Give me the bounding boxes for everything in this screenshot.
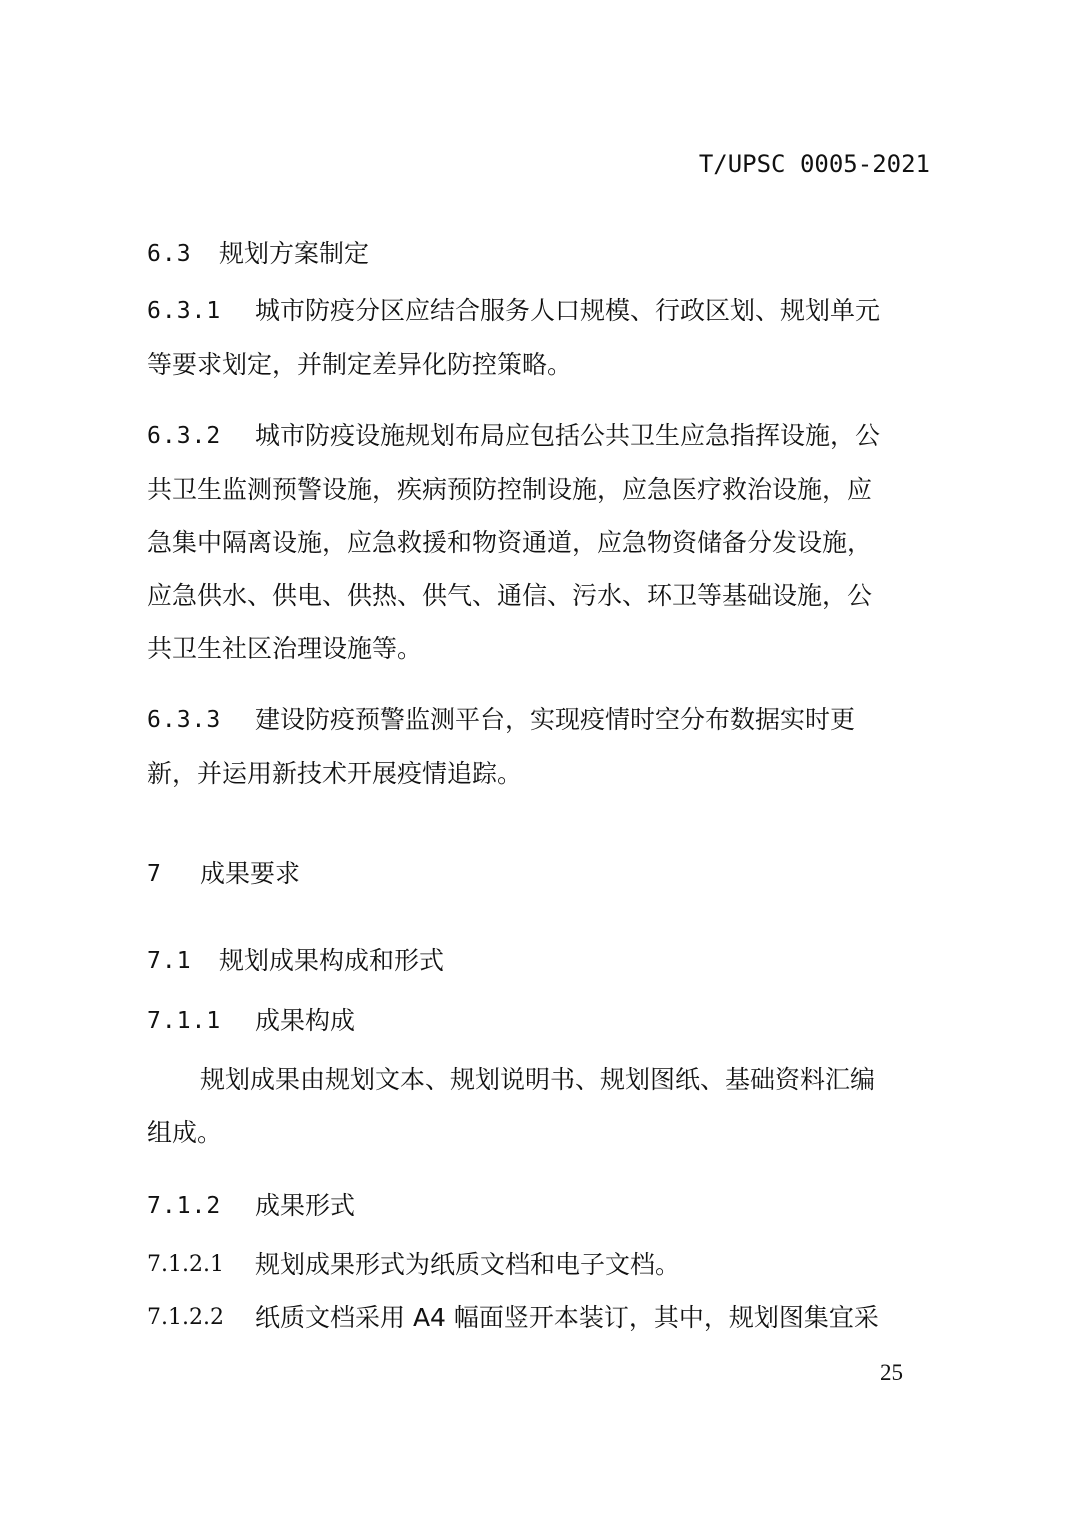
section-7-number: 7 (147, 861, 162, 887)
clause-6-3-2-line: 共卫生监测预警设施，疾病预防控制设施，应急医疗救治设施，应 (147, 475, 873, 504)
clause-6-3-2-number: 6.3.2 (147, 423, 222, 449)
document-code: T/UPSC 0005-2021 (698, 150, 930, 178)
clause-6-3-2-line: 共卫生社区治理设施等。 (147, 634, 423, 663)
clause-6-3-1-number: 6.3.1 (147, 298, 222, 324)
clause-7-1-2-title: 成果形式 (255, 1191, 356, 1220)
clause-6-3-2-line: 应急供水、供电、供热、供气、通信、污水、环卫等基础设施，公 (147, 581, 873, 610)
clause-6-3-2-line: 城市防疫设施规划布局应包括公共卫生应急指挥设施，公 (255, 421, 881, 450)
clause-7-1-1-line: 组成。 (147, 1118, 223, 1147)
clause-7-1-1-number: 7.1.1 (147, 1008, 222, 1034)
clause-6-3-1-line: 等要求划定，并制定差异化防控策略。 (147, 350, 573, 379)
clause-6-3-3-number: 6.3.3 (147, 707, 222, 733)
clause-7-1-2-1-text: 规划成果形式为纸质文档和电子文档。 (255, 1250, 681, 1279)
section-7-1-number: 7.1 (147, 948, 192, 974)
section-7-1-title: 规划成果构成和形式 (219, 946, 445, 975)
clause-7-1-2-2-text: 纸质文档采用 A4 幅面竖开本装订，其中，规划图集宜采 (255, 1303, 879, 1332)
section-6-3-title: 规划方案制定 (219, 239, 370, 268)
clause-7-1-2-number: 7.1.2 (147, 1193, 222, 1219)
clause-6-3-1-line: 城市防疫分区应结合服务人口规模、行政区划、规划单元 (255, 296, 881, 325)
page-number: 25 (880, 1360, 903, 1385)
section-6-3-number: 6.3 (147, 241, 192, 267)
clause-7-1-2-2-number: 7.1.2.2 (147, 1305, 224, 1330)
clause-7-1-2-1-number: 7.1.2.1 (147, 1252, 224, 1277)
clause-6-3-2-line: 急集中隔离设施，应急救援和物资通道，应急物资储备分发设施， (147, 528, 873, 557)
section-7-title: 成果要求 (200, 859, 301, 888)
clause-6-3-3-line: 新，并运用新技术开展疫情追踪。 (147, 759, 523, 788)
clause-7-1-1-line: 规划成果由规划文本、规划说明书、规划图纸、基础资料汇编 (200, 1065, 876, 1094)
clause-6-3-3-line: 建设防疫预警监测平台，实现疫情时空分布数据实时更 (255, 705, 856, 734)
clause-7-1-1-title: 成果构成 (255, 1006, 356, 1035)
